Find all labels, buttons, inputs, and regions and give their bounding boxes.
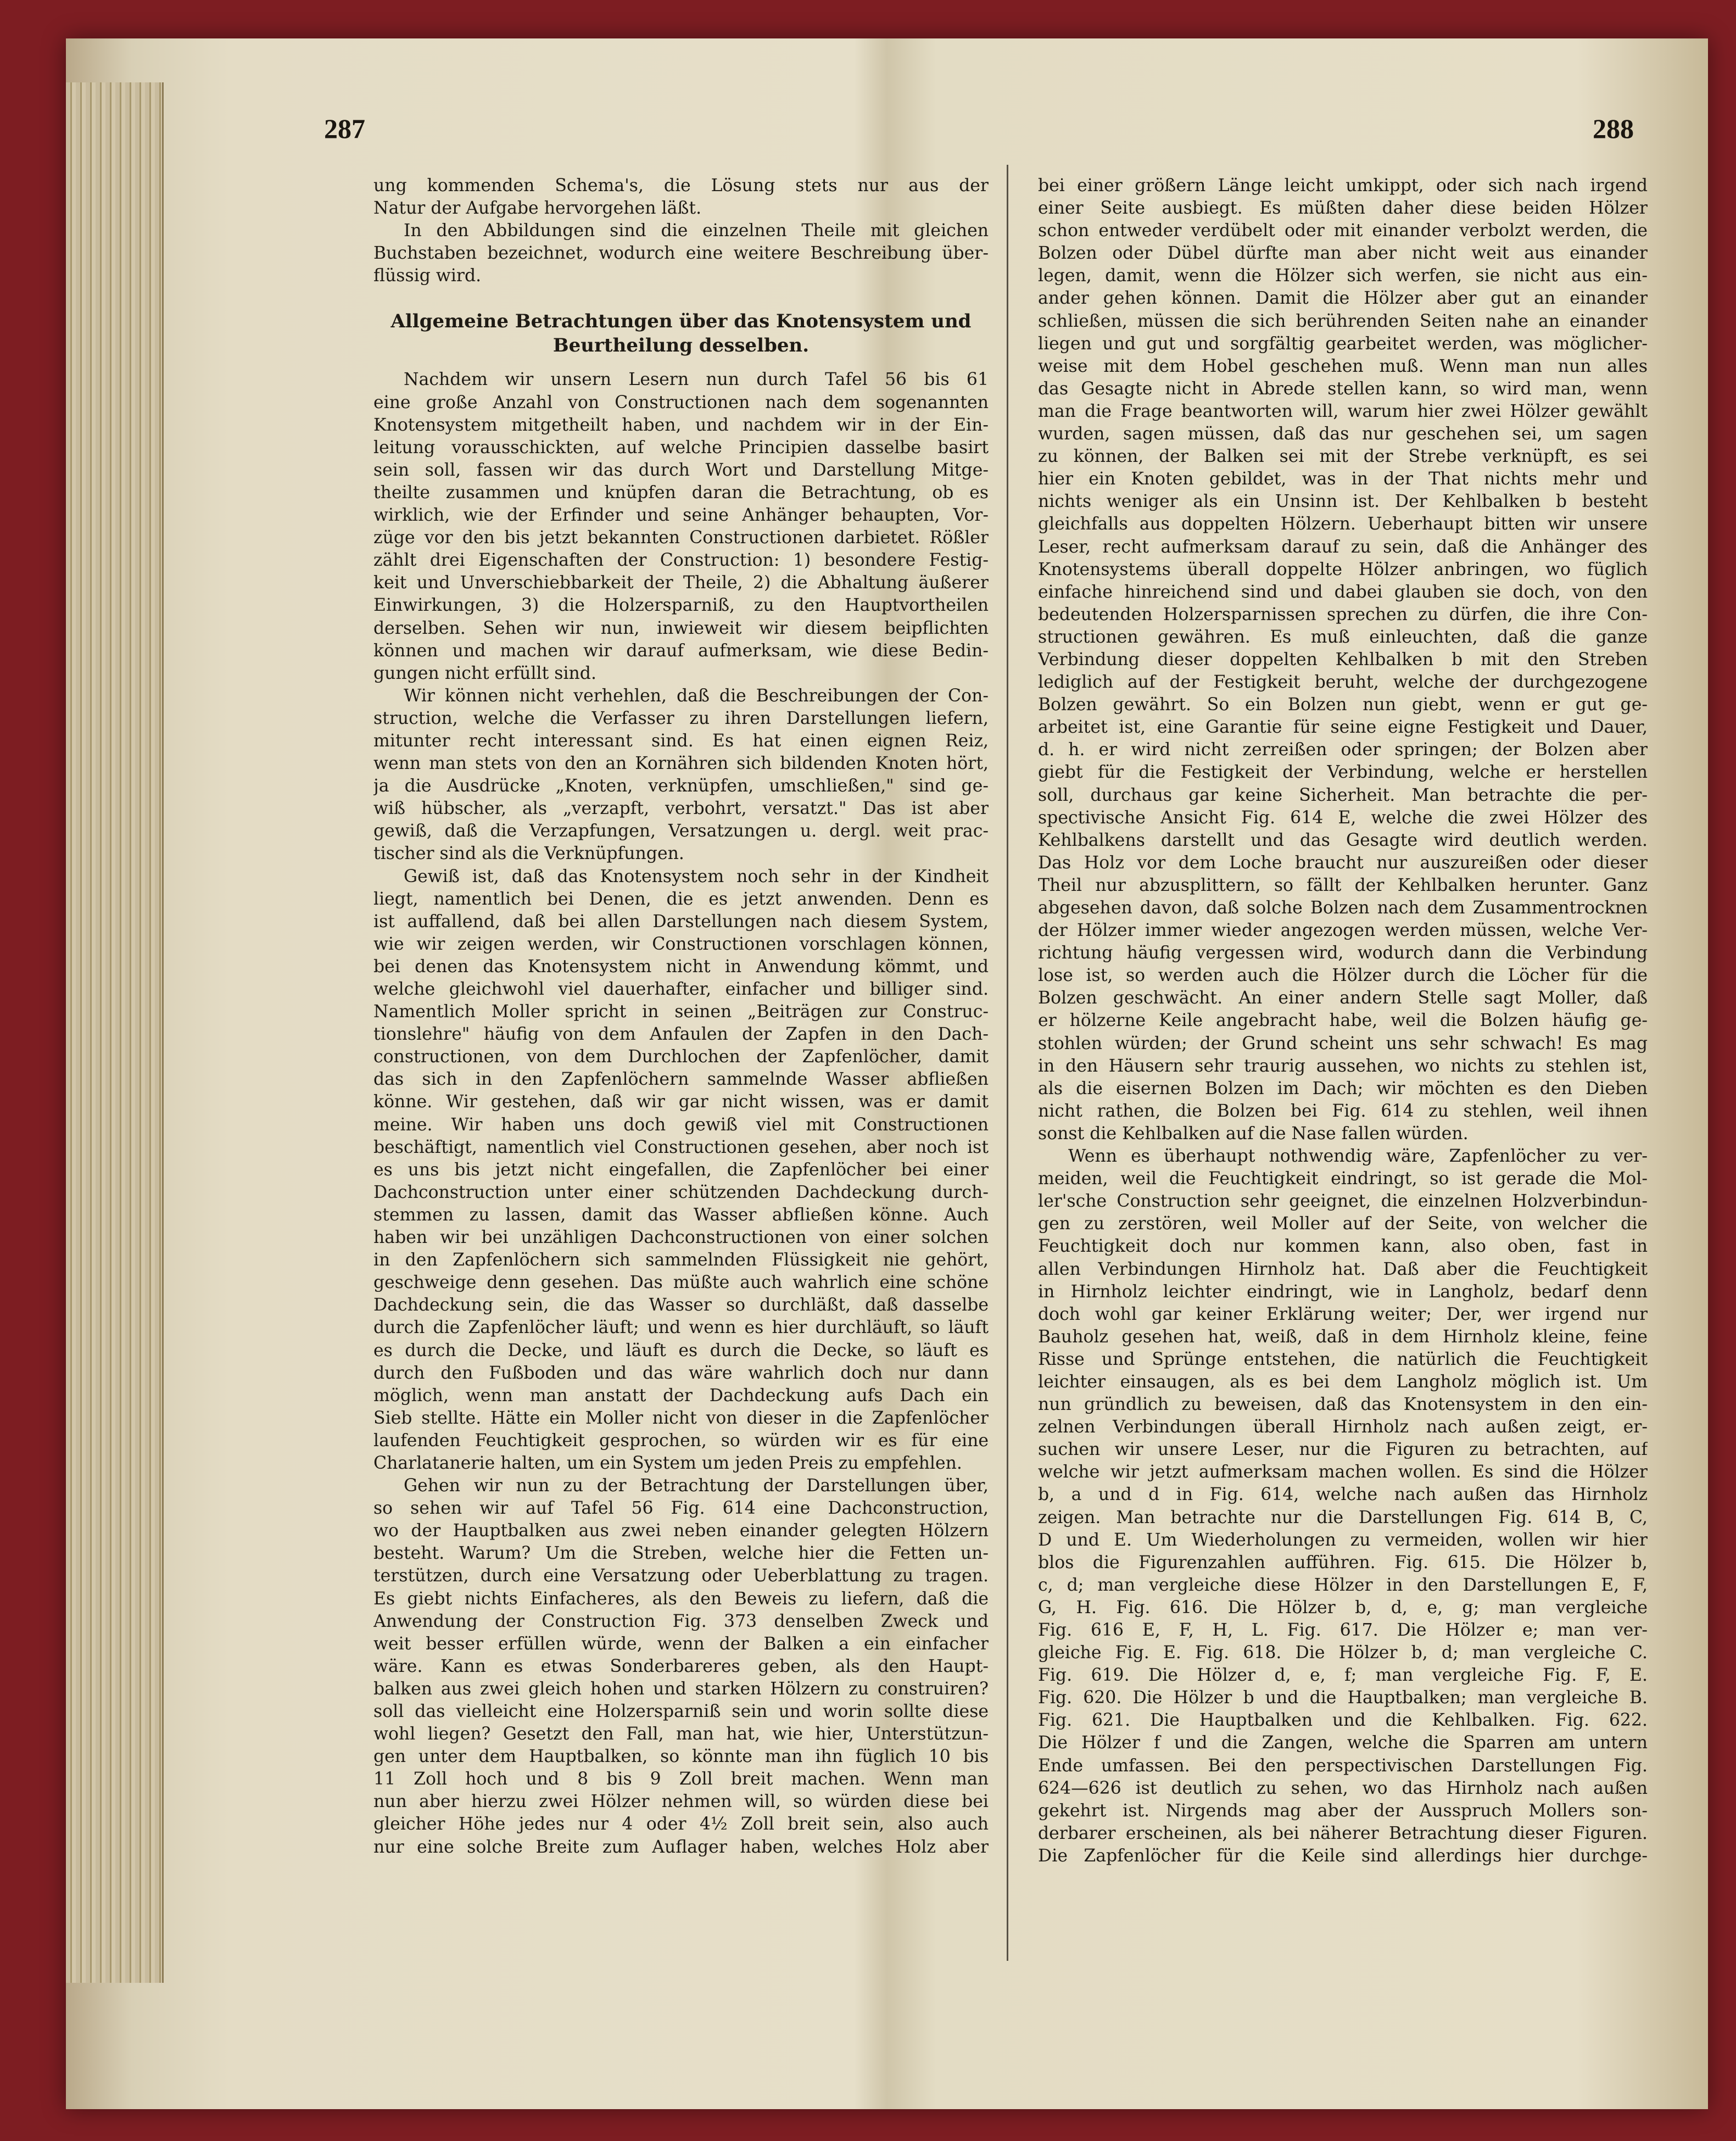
text-line: Bauholz gesehen hat, weiß, daß in dem Hirnholz kleine, feine [1038, 1326, 1648, 1347]
text-line: in den Häusern sehr traurig aussehen, wo nichts zu stehlen ist, [1038, 1056, 1648, 1076]
text-line: gen zu zerstören, weil Moller auf der Seite, von welcher die [1038, 1214, 1648, 1234]
text-line: stohlen würden; der Grund scheint uns sehr schwach! Es mag [1038, 1033, 1648, 1053]
text-line: constructionen, von dem Durchlochen der Zapfenlöcher, damit [373, 1047, 989, 1067]
text-line: Kehlbalkens darstellt und das Gesagte wird deutlich werden. [1038, 830, 1648, 850]
text-line: könne. Wir gestehen, daß wir gar nicht wissen, was er damit [373, 1092, 989, 1112]
text-line: nun aber hierzu zwei Hölzer nehmen will, so würden diese bei [373, 1792, 989, 1812]
text-line: Risse und Sprünge entstehen, die natürlich die Feuchtigkeit [1038, 1349, 1648, 1369]
text-line: schon entweder verdübelt oder mit einander verbolzt werden, die [1038, 221, 1648, 241]
text-line: flüssig wird. [373, 266, 482, 286]
text-line: keit und Unverschiebbarkeit der Theile, 2) die Abhaltung äußerer [373, 573, 989, 593]
text-line: lediglich auf der Festigkeit beruht, welche der durchgezogene [1038, 672, 1648, 693]
text-line: Verbindung dieser doppelten Kehlbalken b mit den Streben [1038, 649, 1648, 670]
text-line: b, a und d in Fig. 614, welche nach außen das Hirnholz [1038, 1485, 1648, 1505]
text-line: schließen, müssen die sich berührenden Seiten nahe an einander [1038, 311, 1648, 331]
text-line: allen Verbindungen Hirnholz hat. Daß aber die Feuchtigkeit [1038, 1259, 1648, 1279]
page-number-right: 288 [1593, 113, 1634, 144]
text-line: nur eine solche Breite zum Auflager haben, welches Holz aber [373, 1837, 989, 1857]
text-line: Fig. 620. Die Hölzer b und die Hauptbalken; man vergleiche B. [1038, 1688, 1648, 1708]
text-line: Dachconstruction unter einer schützenden Dachdeckung durch- [373, 1182, 989, 1202]
text-line: Bolzen oder Dübel dürfte man aber nicht weit aus einander [1038, 243, 1648, 264]
text-line: weit besser erfüllen würde, wenn der Balken a ein einfacher [373, 1633, 989, 1654]
text-line: suchen wir unsere Leser, nur die Figuren zu betrachten, auf [1038, 1440, 1648, 1460]
text-line: nun gründlich zu beweisen, daß das Knotensystem in den ein- [1038, 1395, 1648, 1415]
text-line: theilte zusammen und knüpfen daran die Betrachtung, ob es [373, 482, 989, 503]
text-line: es durch die Decke, und läuft es durch die Decke, so läuft es [373, 1340, 989, 1361]
text-line: Knotensystems überall doppelte Hölzer anbringen, wo füglich [1038, 559, 1648, 579]
text-line: leichter einsaugen, als es bei dem Langholz möglich ist. Um [1038, 1371, 1648, 1392]
text-line: Namentlich Moller spricht in seinen „Beiträgen zur Construc- [373, 1002, 989, 1022]
text-line: Die Zapfenlöcher für die Keile sind allerdings hier durchge- [1038, 1846, 1648, 1866]
text-line: spectivische Ansicht Fig. 614 E, welche die zwei Hölzer des [1038, 807, 1648, 828]
text-line: gekehrt ist. Nirgends mag aber der Ausspruch Mollers son- [1038, 1800, 1648, 1821]
text-line: tionslehre" häufig von dem Anfaulen der Zapfen in den Dach- [373, 1024, 989, 1045]
text-line: Dachdeckung sein, die das Wasser so durchläßt, daß dasselbe [373, 1295, 989, 1315]
text-line: terstützen, durch eine Versatzung oder Ueberblattung zu tragen. [373, 1566, 989, 1586]
intro-paragraph [373, 175, 989, 287]
text-line: sein soll, fassen wir das durch Wort und Darstellung Mitge- [373, 460, 989, 480]
text-line: gleiche Fig. E. Fig. 618. Die Hölzer b, d; man vergleiche C. [1038, 1643, 1648, 1663]
text-line: bedeutenden Holzersparnissen sprechen zu dürfen, die ihre Con- [1038, 604, 1648, 625]
text-line: liegen und gut und sorgfältig gearbeitet werden, was möglicher- [1038, 333, 1648, 354]
text-line: ist auffallend, daß bei allen Darstellungen nach diesem System, [373, 911, 989, 932]
text-line: als die eisernen Bolzen im Dach; wir möchten es den Dieben [1038, 1078, 1648, 1099]
text-line: wurden, sagen müssen, daß das nur geschehen sei, um sagen [1038, 424, 1648, 444]
text-line: so sehen wir auf Tafel 56 Fig. 614 eine Dachconstruction, [373, 1498, 989, 1519]
text-line: Fig. 616 E, F, H, L. Fig. 617. Die Hölzer e; man ver- [1038, 1620, 1648, 1640]
text-line: Das Holz vor dem Loche braucht nur auszureißen oder dieser [1038, 852, 1648, 873]
text-line: zeigen. Man betrachte nur die Darstellungen Fig. 614 B, C, [1038, 1507, 1648, 1527]
text-line: das sich in den Zapfenlöchern sammelnde Wasser abfließen [373, 1069, 989, 1090]
text-line: wo der Hauptbalken aus zwei neben einander gelegten Hölzern [373, 1521, 989, 1541]
text-line: laufenden Feuchtigkeit gesprochen, so würden wir es für eine [373, 1430, 989, 1451]
text-line: hier ein Knoten gebildet, was in der That nichts mehr und [1038, 469, 1648, 489]
text-line: lose ist, so werden auch die Hölzer durch die Löcher für die [1038, 966, 1648, 986]
left-body-text [373, 369, 989, 1858]
text-line: in den Zapfenlöchern sich sammelnden Flüssigkeit nie gehört, [373, 1250, 989, 1270]
text-line: liegt, namentlich bei Denen, die es jetzt anwenden. Denn es [373, 889, 989, 909]
text-line: nichts weniger als ein Unsinn ist. Der Kehlbalken b besteht [1038, 492, 1648, 512]
text-line: möglich, wenn man anstatt der Dachdeckung aufs Dach ein [373, 1385, 989, 1406]
text-line: Beurtheilung desselben. [552, 334, 810, 357]
text-line: wirklich, wie der Erfinder und seine Anhänger behaupten, Vor- [373, 505, 989, 526]
text-line: meiden, weil die Feuchtigkeit eindringt, so ist gerade die Mol- [1038, 1169, 1648, 1189]
text-line: eine große Anzahl von Constructionen nach dem sogenannten [373, 392, 989, 412]
text-line: balken aus zwei gleich hohen und starken Hölzern zu construiren? [373, 1679, 989, 1699]
text-line: arbeitet ist, eine Garantie für seine eigne Festigkeit und Dauer, [1038, 717, 1648, 738]
text-line: Theil nur abzusplittern, so fällt der Kehlbalken herunter. Ganz [1038, 875, 1648, 895]
text-line: blos die Figurenzahlen aufführen. Fig. 615. Die Hölzer b, [1038, 1552, 1648, 1573]
text-line: Anwendung der Construction Fig. 373 denselben Zweck und [373, 1611, 989, 1631]
text-line: der Hölzer immer wieder angezogen werden müssen, welche Ver- [1038, 921, 1648, 941]
text-line: 624—626 ist deutlich zu sehen, wo das Hirnholz nach außen [1038, 1778, 1648, 1798]
text-line: wenn man stets von den an Kornähren sich bildenden Knoten hört, [373, 754, 989, 774]
text-line: besteht. Warum? Um die Streben, welche hier die Fetten un- [373, 1543, 989, 1564]
text-line: geschweige denn gesehen. Das müßte auch wahrlich eine schöne [373, 1273, 989, 1293]
text-line: Sieb stellte. Hätte ein Moller nicht von dieser in die Zapfenlöcher [373, 1408, 989, 1428]
text-line: einfache hinreichend sind und dabei glauben sie doch, von den [1038, 582, 1648, 602]
text-line: Allgemeine Betrachtungen über das Knotensystem und [390, 310, 972, 333]
text-line: nicht rathen, die Bolzen bei Fig. 614 zu stehlen, weil ihnen [1038, 1101, 1648, 1121]
text-line: meine. Wir haben uns doch gewiß viel mit Constructionen [373, 1114, 989, 1135]
text-line: giebt für die Festigkeit der Verbindung, welche er herstellen [1038, 762, 1648, 783]
text-line: Wir können nicht verhehlen, daß die Beschreibungen der Con- [404, 685, 989, 706]
section-heading [373, 309, 989, 358]
text-line: Einwirkungen, 3) die Holzersparniß, zu den Hauptvortheilen [373, 595, 989, 616]
text-line: wie wir zeigen werden, wir Constructionen vorschlagen können, [373, 934, 989, 954]
text-line: bei einer größern Länge leicht umkippt, oder sich nach irgend [1038, 176, 1648, 196]
text-line: abgesehen davon, daß solche Bolzen nach dem Zusammentrocknen [1038, 898, 1648, 918]
text-line: c, d; man vergleiche diese Hölzer in den Darstellungen E, F, [1038, 1575, 1648, 1595]
text-line: es uns bis jetzt nicht eingefallen, die Zapfenlöcher bei einer [373, 1159, 989, 1180]
text-line: Nachdem wir unsern Lesern nun durch Tafel 56 bis 61 [404, 370, 989, 390]
text-line: soll, durchaus gar keine Sicherheit. Man betrachte die per- [1038, 785, 1648, 805]
text-line: tischer sind als die Verknüpfungen. [373, 844, 684, 864]
text-line: Ende umfassen. Bei den perspectivischen Darstellungen Fig. [1038, 1755, 1648, 1776]
text-line: Bolzen gewährt. So ein Bolzen nun giebt, wenn er gut ge- [1038, 695, 1648, 715]
text-line: Charlatanerie halten, um ein System um jeden Preis zu empfehlen. [373, 1453, 962, 1473]
page-edges [66, 82, 164, 1983]
text-line: derselben. Sehen wir nun, inwieweit wir diesem beipflichten [373, 618, 989, 638]
text-line: gleicher Höhe jedes nur 4 oder 4½ Zoll breit sein, also auch [373, 1814, 989, 1835]
text-line: d. h. er wird nicht zerreißen oder springen; der Bolzen aber [1038, 740, 1648, 760]
text-line: züge vor den bis jetzt bekannten Constructionen darbietet. Rößler [373, 528, 989, 548]
text-line: gewiß, daß die Verzapfungen, Versatzungen u. dergl. weit prac- [373, 821, 989, 841]
text-line: G, H. Fig. 616. Die Hölzer b, d, e, g; man vergleiche [1038, 1597, 1648, 1618]
text-line: zählt drei Eigenschaften der Construction: 1) besondere Festig- [373, 550, 989, 571]
column-rule [1007, 165, 1008, 1961]
text-line: Gehen wir nun zu der Betrachtung der Darstellungen über, [404, 1476, 989, 1496]
text-line: Wenn es überhaupt nothwendig wäre, Zapfenlöcher zu ver- [1068, 1146, 1648, 1167]
text-line: durch die Zapfenlöcher läuft; und wenn es hier durchläuft, so läuft [373, 1318, 989, 1338]
text-line: wäre. Kann es etwas Sonderbareres geben, als den Haupt- [373, 1656, 989, 1676]
text-line: derbarer erscheinen, als bei näherer Betrachtung dieser Figuren. [1038, 1823, 1648, 1843]
left-page-column [373, 175, 989, 1859]
text-line: Knotensystem mitgetheilt haben, und nachdem wir in der Ein- [373, 415, 989, 435]
text-line: können und machen wir darauf aufmerksam, wie diese Bedin- [373, 640, 989, 661]
text-line: structionen gewähren. Es muß einleuchten, daß die ganze [1038, 627, 1648, 647]
text-line: er hölzerne Keile angebracht habe, weil die Bolzen häufig ge- [1038, 1011, 1648, 1031]
text-line: Feuchtigkeit doch nur kommen kann, also oben, fast in [1038, 1236, 1648, 1257]
text-line: struction, welche die Verfasser zu ihren Darstellungen liefern, [373, 708, 989, 728]
text-line: legen, damit, wenn die Hölzer sich werfen, sie nicht aus ein- [1038, 266, 1648, 286]
text-line: Buchstaben bezeichnet, wodurch eine weitere Beschreibung über- [373, 243, 989, 264]
right-page-column [1038, 175, 1648, 1867]
text-line: bei denen das Knotensystem nicht in Anwendung kömmt, und [373, 956, 989, 977]
text-line: durch den Fußboden und das wäre wahrlich doch nur dann [373, 1363, 989, 1383]
text-line: welche gleichwohl viel dauerhafter, einfacher und billiger sind. [373, 979, 989, 999]
text-line: welche wir jetzt aufmerksam machen wollen. Es sind die Hölzer [1038, 1462, 1648, 1482]
text-line: Bolzen geschwächt. An einer andern Stelle sagt Moller, daß [1038, 988, 1648, 1008]
text-line: gungen nicht erfüllt sind. [373, 663, 596, 683]
text-line: beschäftigt, namentlich viel Constructionen gesehen, aber noch ist [373, 1137, 989, 1157]
text-line: weise mit dem Hobel geschehen muß. Wenn man nun alles [1038, 356, 1648, 376]
text-line: D und E. Um Wiederholungen zu vermeiden, wollen wir hier [1038, 1530, 1648, 1550]
text-line: mitunter recht interessant sind. Es hat einen eignen Reiz, [373, 731, 989, 751]
right-body-text [1038, 175, 1648, 1867]
text-line: das Gesagte nicht in Abrede stellen kann, so wird man, wenn [1038, 378, 1648, 399]
text-line: wiß hübscher, als „verzapft, verbohrt, versatzt." Das ist aber [373, 799, 989, 819]
text-line: gleichfalls aus doppelten Hölzern. Ueberhaupt bitten wir unsere [1038, 514, 1648, 534]
text-line: wohl liegen? Gesetzt den Fall, man hat, wie hier, Unterstützun- [373, 1724, 989, 1744]
text-line: man die Frage beantworten will, warum hier zwei Hölzer gewählt [1038, 401, 1648, 421]
text-line: Fig. 621. Die Hauptbalken und die Kehlbalken. Fig. 622. [1038, 1710, 1648, 1731]
text-line: 11 Zoll hoch und 8 bis 9 Zoll breit machen. Wenn man [373, 1769, 989, 1789]
text-line: stemmen zu lassen, damit das Wasser abfließen könne. Auch [373, 1205, 989, 1225]
text-line: in Hirnholz leichter eindringt, wie in Langholz, bedarf denn [1038, 1281, 1648, 1302]
text-line: In den Abbildungen sind die einzelnen Theile mit gleichen [404, 221, 989, 241]
text-line: haben wir bei unzähligen Dachconstructionen von einer solchen [373, 1228, 989, 1248]
text-line: sonst die Kehlbalken auf die Nase fallen würden. [1038, 1123, 1469, 1144]
text-line: zu können, der Balken sei mit der Strebe verknüpft, es sei [1038, 447, 1648, 467]
text-line: leitung vorausschickten, auf welche Principien dasselbe basirt [373, 437, 989, 458]
text-line: gen unter dem Hauptbalken, so könnte man ihn füglich 10 bis [373, 1747, 989, 1767]
text-line: zelnen Verbindungen überall Hirnholz nach außen zeigt, er- [1038, 1417, 1648, 1437]
text-line: richtung häufig vergessen wird, wodurch dann die Verbindung [1038, 943, 1648, 963]
text-line: Natur der Aufgabe hervorgehen läßt. [373, 198, 702, 219]
text-line: ung kommenden Schema's, die Lösung stets nur aus der [373, 176, 989, 196]
text-line: Es giebt nichts Einfacheres, als den Beweis zu liefern, daß die [373, 1588, 989, 1609]
page-number-left: 287 [324, 113, 365, 144]
text-line: Die Hölzer f und die Zangen, welche die Sparren am untern [1038, 1733, 1648, 1753]
text-line: soll das vielleicht eine Holzersparniß sein und worin sollte diese [373, 1702, 989, 1721]
text-line: Fig. 619. Die Hölzer d, e, f; man vergleiche Fig. F, E. [1038, 1665, 1648, 1686]
text-line: doch wohl gar keiner Erklärung weiter; Der, wer irgend nur [1038, 1304, 1648, 1324]
text-line: ler'sche Construction sehr geeignet, die einzelnen Holzverbindun- [1038, 1191, 1648, 1212]
text-line: einer Seite ausbiegt. Es müßten daher diese beiden Hölzer [1038, 198, 1648, 219]
text-line: Gewiß ist, daß das Knotensystem noch sehr in der Kindheit [404, 866, 989, 886]
text-line: ander gehen können. Damit die Hölzer aber gut an einander [1038, 288, 1648, 309]
text-line: Leser, recht aufmerksam darauf zu sein, daß die Anhänger des [1038, 537, 1648, 557]
text-line: ja die Ausdrücke „Knoten, verknüpfen, umschließen," sind ge- [373, 776, 989, 796]
